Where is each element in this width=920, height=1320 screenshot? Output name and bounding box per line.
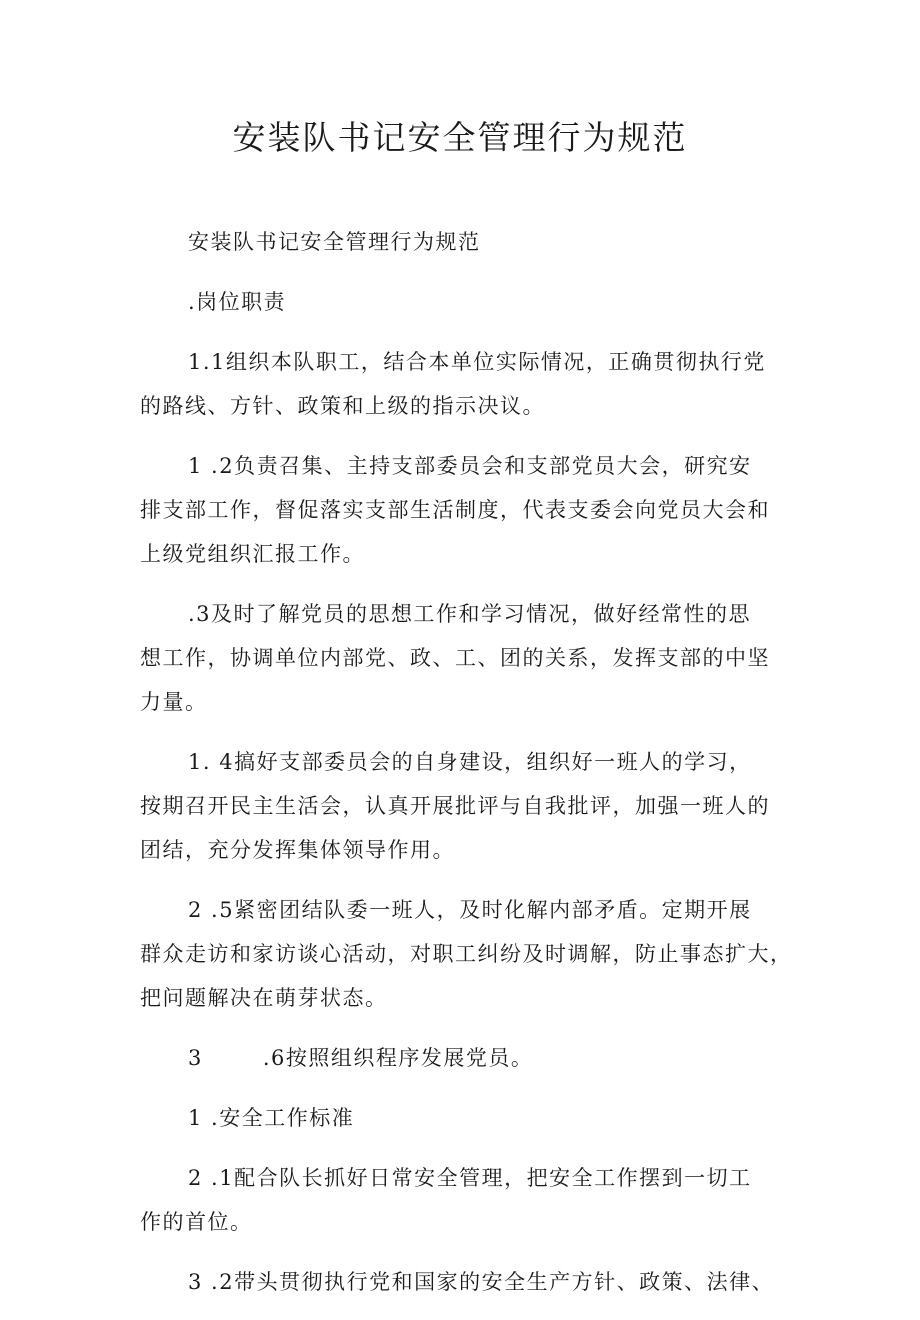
paragraph-1-1 <box>140 340 800 428</box>
paragraph-line: 群众走访和家访谈心活动，对职工纠纷及时调解，防止事态扩大， <box>140 942 793 966</box>
paragraph-section-1-heading <box>140 280 800 324</box>
paragraph-line: 想工作，协调单位内部党、政、工、团的关系，发挥支部的中坚 <box>140 646 770 670</box>
paragraph-line: 1 .安全工作标准 <box>188 1106 355 1130</box>
paragraph-line: 1. 4搞好支部委员会的自身建设，组织好一班人的学习， <box>188 750 752 774</box>
paragraph-text: .6按照组织程序发展党员。 <box>262 1046 534 1070</box>
paragraph-line: 的路线、方针、政策和上级的指示决议。 <box>140 394 545 418</box>
document-title: 安装队书记安全管理行为规范 <box>232 118 688 157</box>
paragraph-1-3 <box>140 592 800 724</box>
paragraph-line: 力量。 <box>140 690 208 714</box>
paragraph-2-2 <box>140 1260 800 1304</box>
document-body <box>140 220 800 1320</box>
paragraph-line: 2 .5紧密团结队委一班人，及时化解内部矛盾。定期开展 <box>188 898 752 922</box>
paragraph-2-1 <box>140 1156 800 1244</box>
paragraph-line: 作的首位。 <box>140 1210 253 1234</box>
paragraph-1-2 <box>140 444 800 576</box>
paragraph-number: 3 <box>188 1046 203 1070</box>
paragraph-line: 团结，充分发挥集体领导作用。 <box>140 838 455 862</box>
paragraph-line: .岗位职责 <box>188 290 287 314</box>
paragraph-line: 1.1组织本队职工，结合本单位实际情况，正确贯彻执行党 <box>188 350 766 374</box>
paragraph-1-4 <box>140 740 800 872</box>
paragraph-line: 按期召开民主生活会，认真开展批评与自我批评，加强一班人的 <box>140 794 770 818</box>
paragraph-line: 3 .2带头贯彻执行党和国家的安全生产方针、政策、法律、 <box>188 1270 775 1294</box>
document-subtitle: 安装队书记安全管理行为规范 <box>188 230 481 254</box>
paragraph-line: 排支部工作，督促落实支部生活制度，代表支委会向党员大会和 <box>140 498 770 522</box>
paragraph-line: .3及时了解党员的思想工作和学习情况，做好经常性的思 <box>188 602 752 626</box>
paragraph-line: 上级党组织汇报工作。 <box>140 542 365 566</box>
paragraph-line <box>140 1036 800 1080</box>
paragraph-1-5 <box>140 888 800 1020</box>
paragraph-line: 1 .2负责召集、主持支部委员会和支部党员大会，研究安 <box>188 454 752 478</box>
paragraph-1-6 <box>140 1036 800 1080</box>
paragraph-line: 2 .1配合队长抓好日常安全管理，把安全工作摆到一切工 <box>188 1166 752 1190</box>
paragraph-section-2-heading <box>140 1096 800 1140</box>
paragraph-line: 把问题解决在萌芽状态。 <box>140 986 388 1010</box>
